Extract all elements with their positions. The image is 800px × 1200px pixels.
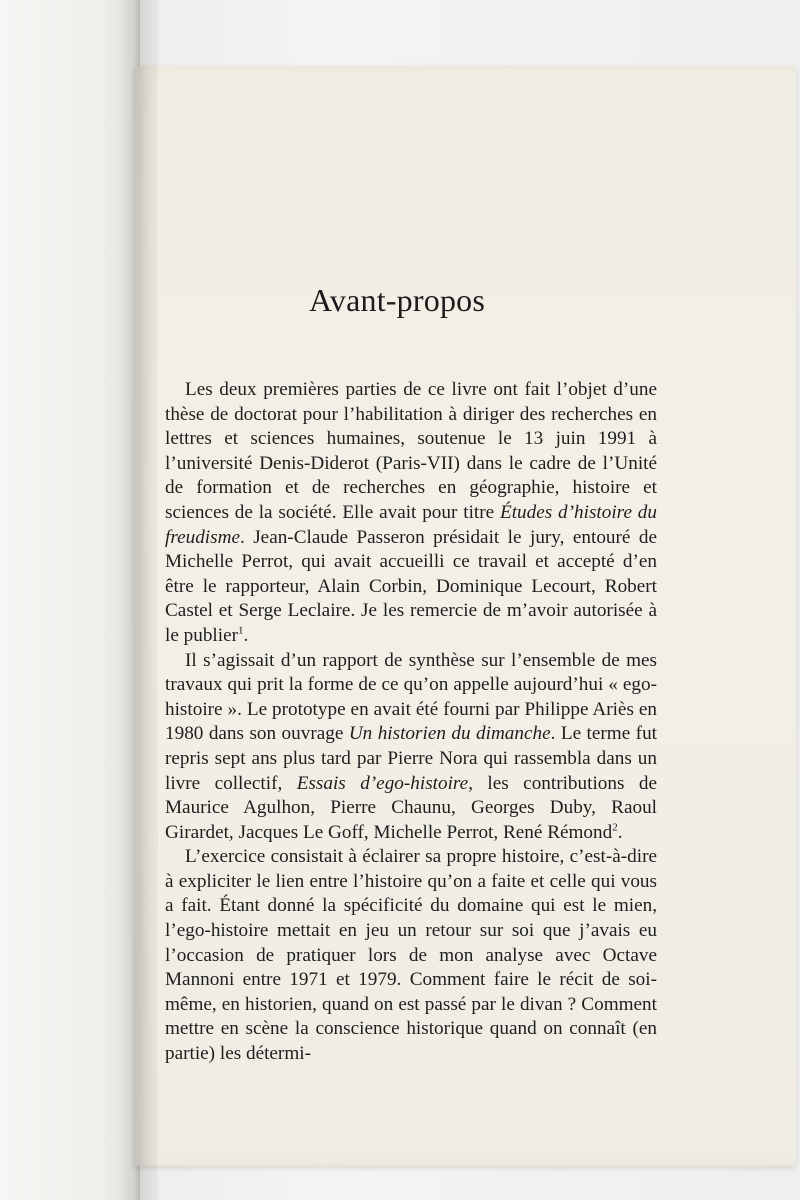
footnote-ref-1: 1 bbox=[238, 624, 244, 637]
text-segment: Les deux premières parties de ce livre ont fait l’objet d’une thèse de doctorat pour l’habilitation à diriger des recherches en lettres et sciences humaines, soutenue le 13 juin 1991 à l’université Denis-Diderot (Paris-VII) dans le cadre de l’Unité de formation et de recherches en géographie, histoire et sciences de la société. Elle avait pour titre bbox=[165, 379, 657, 523]
text-segment: . Jean-Claude Passeron présidait le jury, entouré de Michelle Perrot, qui avait accueilli ce travail et accepté d’en être le rapporteur, Alain Corbin, Dominique Lecourt, Robert Castel et Serge Leclaire. Je les remercie de m’avoir autorisée à le publier bbox=[165, 526, 657, 646]
text-segment: Il s’agissait d’un rapport de synthèse sur l’ensemble de mes travaux qui prit la forme de ce qu’on appelle aujourd’hui « ego-histoire ». Le prototype en avait été fourni par Philippe Ariès en 1980 dans son ouvrage bbox=[165, 649, 657, 745]
paragraph-1 bbox=[165, 378, 657, 649]
page-title: Avant-propos bbox=[309, 282, 485, 318]
body-text bbox=[165, 378, 657, 1067]
paragraph-3 bbox=[165, 845, 657, 1066]
text-segment: . bbox=[243, 624, 249, 646]
book-title-etudes: Études d’histoire du freudisme bbox=[165, 501, 657, 548]
footnote-ref-2: 2 bbox=[612, 821, 618, 834]
text-segment: . Le terme fut repris sept ans plus tard par Pierre Nora qui rassembla dans un livre collectif, bbox=[165, 723, 658, 794]
book-title-historien: Un historien du dimanche bbox=[348, 723, 551, 745]
book-title-essais: Essais d’ego-histoire bbox=[296, 772, 469, 794]
text-segment: L’exercice consistait à éclairer sa propre histoire, c’est-à-dire à expliciter le lien entre l’histoire qu’on a faite et celle qui vous a fait. Étant donné la spécificité du domaine qui est le mien, l’ego-histoire mettait en jeu un retour sur soi que j’avais eu l’occasion de pratiquer lors de mon analyse avec Octave Mannoni entre 1971 et 1979. Comment faire le récit de soi-même, en historien, quand on est passé par le divan ? Comment mettre en scène la conscience historique quand on connaît (en partie) les détermi- bbox=[165, 846, 657, 1065]
book-gutter bbox=[118, 0, 158, 1200]
paragraph-2 bbox=[165, 649, 657, 846]
text-segment: . bbox=[617, 821, 623, 843]
text-segment: , les contributions de Maurice Agulhon, Pierre Chaunu, Georges Duby, Raoul Girardet, Jacques Le Goff, Michelle Perrot, René Rémond bbox=[165, 772, 657, 843]
